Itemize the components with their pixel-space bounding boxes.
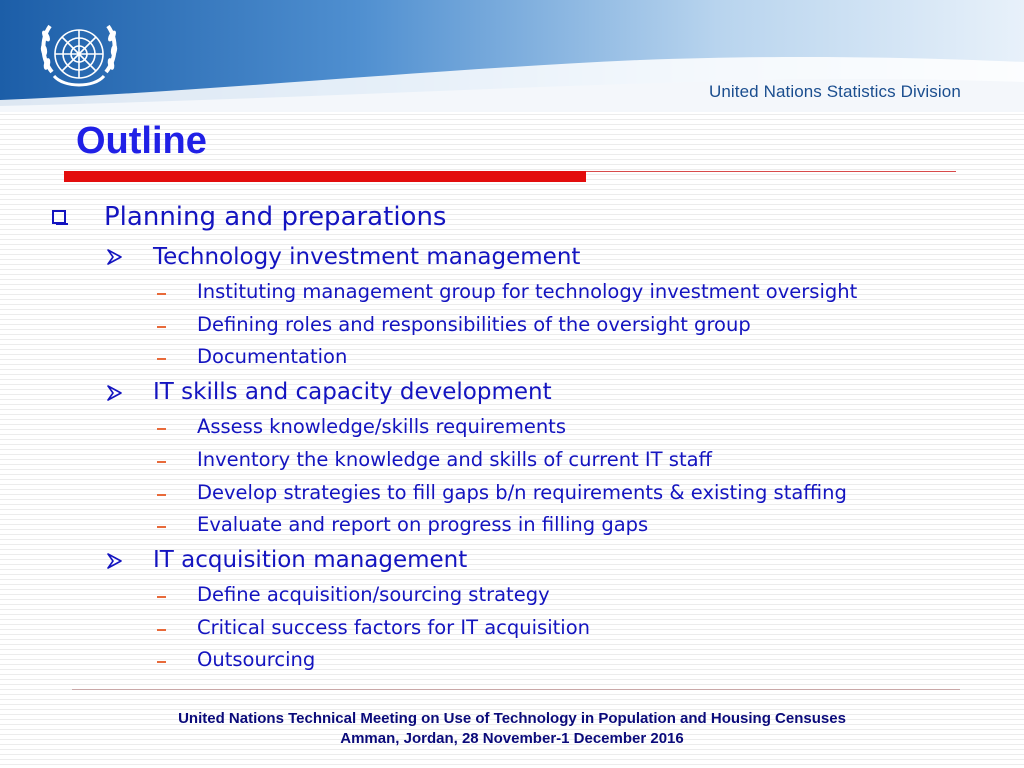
square-bullet-icon (52, 210, 66, 224)
outline-item-level3: Inventory the knowledge and skills of current IT staff (197, 448, 712, 471)
outline-item-level3: Assess knowledge/skills requirements (197, 415, 566, 438)
outline-item-level2: Technology investment management (153, 244, 581, 270)
outline-item-level2: IT acquisition management (153, 547, 468, 573)
arrow-bullet-icon (107, 248, 123, 266)
dash-bullet-icon (157, 358, 166, 360)
dash-bullet-icon (157, 661, 166, 663)
dash-bullet-icon (157, 461, 166, 463)
arrow-bullet-icon (107, 384, 123, 402)
outline-item-level3: Defining roles and responsibilities of the oversight group (197, 313, 751, 336)
dash-bullet-icon (157, 293, 166, 295)
dash-bullet-icon (157, 596, 166, 598)
page-title: Outline (76, 120, 207, 162)
dash-bullet-icon (157, 526, 166, 528)
footer-divider (72, 689, 960, 690)
arrow-bullet-icon (107, 552, 123, 570)
outline-item-level2: IT skills and capacity development (153, 379, 552, 405)
dash-bullet-icon (157, 326, 166, 328)
dash-bullet-icon (157, 428, 166, 430)
outline-item-level3: Define acquisition/sourcing strategy (197, 583, 550, 606)
dash-bullet-icon (157, 494, 166, 496)
outline-item-level3: Evaluate and report on progress in filling gaps (197, 513, 649, 536)
dash-bullet-icon (157, 629, 166, 631)
outline-item-level1: Planning and preparations (104, 202, 447, 232)
outline-item-level3: Instituting management group for technology investment oversight (197, 280, 858, 303)
outline-item-level3: Develop strategies to fill gaps b/n requirements & existing staffing (197, 481, 847, 504)
title-divider (586, 171, 956, 172)
un-emblem-icon (30, 12, 128, 104)
footer-location-dates: Amman, Jordan, 28 November-1 December 2016 (340, 730, 684, 747)
footer-meeting-title: United Nations Technical Meeting on Use of Technology in Population and Housing Censuses (178, 710, 846, 727)
outline-item-level3: Documentation (197, 345, 348, 368)
division-name: United Nations Statistics Division (709, 82, 961, 101)
outline-item-level3: Critical success factors for IT acquisition (197, 616, 590, 639)
title-accent-bar (64, 171, 586, 182)
outline-item-level3: Outsourcing (197, 648, 316, 671)
